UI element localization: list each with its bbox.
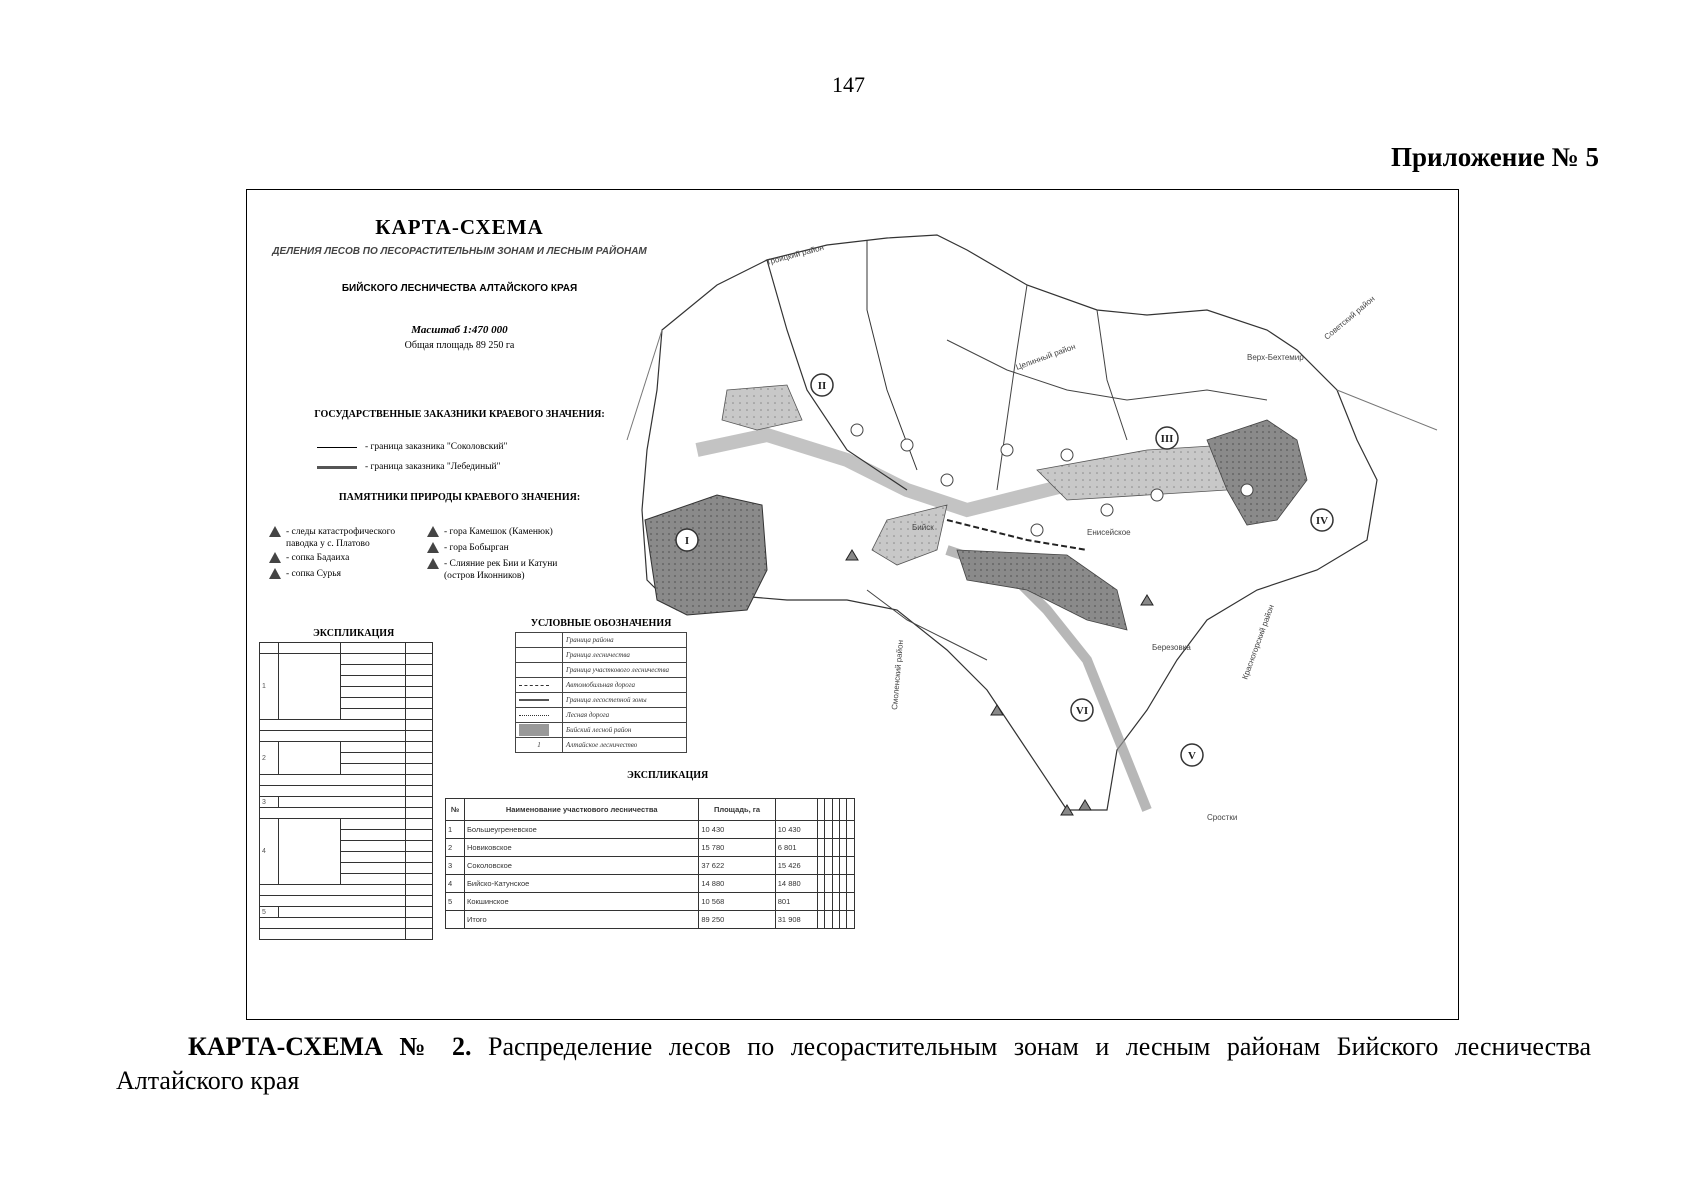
table-cell <box>847 857 855 875</box>
forest-patch <box>1207 420 1307 525</box>
monument-item: - сопка Бадаиха <box>269 552 349 564</box>
monument-item: - гора Камешок (Каменюк) <box>427 526 553 538</box>
table-cell <box>825 875 832 893</box>
reserve-line-symbol <box>317 466 357 469</box>
table-row <box>446 893 855 911</box>
place-label: Бийск <box>912 523 934 532</box>
table-cell: 4 <box>446 875 465 893</box>
appendix-label: Приложение № 5 <box>1391 142 1599 172</box>
place-label: Красногорский район <box>1240 603 1276 681</box>
page-number: 147 <box>832 72 865 97</box>
table-cell <box>832 893 839 911</box>
table-cell <box>446 911 465 929</box>
legend-item: Граница района <box>563 633 687 648</box>
table-cell: 10 568 <box>699 893 775 911</box>
table-cell <box>839 893 846 911</box>
legend-reserve-sokolovsky: - граница заказника "Соколовский" <box>317 442 507 452</box>
table-cell <box>817 857 824 875</box>
table-cell: 2 <box>446 839 465 857</box>
forest-patch <box>722 385 802 430</box>
table-cell <box>839 875 846 893</box>
table-row <box>446 875 855 893</box>
triangle-icon <box>427 558 439 569</box>
table-header: Площадь, га <box>699 799 775 821</box>
monument-item: - сопка Сурья <box>269 568 341 580</box>
table-cell <box>832 875 839 893</box>
table-cell <box>825 857 832 875</box>
table-cell <box>839 857 846 875</box>
zone-i-area <box>645 495 767 615</box>
table-cell: Бийско-Катунское <box>465 875 699 893</box>
caption-text: Распределение лесов по лесорастительным зонам и лесным районам Бийского лесничества Алтайского края <box>116 1032 1591 1095</box>
table-row <box>446 821 855 839</box>
table-cell: 14 880 <box>699 875 775 893</box>
table-cell: 6 801 <box>775 839 817 857</box>
place-label: Верх-Бехтемир <box>1247 353 1304 362</box>
monument-item: - Слияние рек Бии и Катуни (остров Иконников) <box>427 558 577 582</box>
table-row <box>446 857 855 875</box>
legend-item: Граница лесостепной зоны <box>563 693 687 708</box>
table-cell <box>847 839 855 857</box>
table-cell <box>832 911 839 929</box>
table-header: Наименование участкового лесничества <box>465 799 699 821</box>
table-cell <box>817 875 824 893</box>
table-cell <box>839 911 846 929</box>
legend-item: Лесная дорога <box>563 708 687 723</box>
table-cell <box>825 821 832 839</box>
table-cell: 3 <box>446 857 465 875</box>
table-cell <box>817 911 824 929</box>
map-subtitle: ДЕЛЕНИЯ ЛЕСОВ ПО ЛЕСОРАСТИТЕЛЬНЫМ ЗОНАМ И ЛЕСНЫМ РАЙОНАМ <box>272 246 647 257</box>
table-cell: 15 780 <box>699 839 775 857</box>
table-row <box>446 911 855 929</box>
table-cell: 5 <box>446 893 465 911</box>
place-label: Енисейское <box>1087 528 1131 537</box>
place-label: Березовка <box>1152 643 1191 652</box>
map-frame <box>246 189 1459 1020</box>
explication2-table: № Наименование участкового лесничества Площадь, га 1 Большеугреневское 10 430 10 430 2 Новиковское 15 780 6 801 3 Соколовское 37 622 15 426 4 Бийско-Катунское 14 880 14 880 5 Кокшинское 10 568 801 Итого 89 250 31 908 <box>445 798 855 929</box>
legend-reserve-lebediny: - граница заказника "Лебединый" <box>317 462 501 472</box>
triangle-icon <box>427 542 439 553</box>
explication2-title: ЭКСПЛИКАЦИЯ <box>627 770 709 781</box>
table-cell <box>817 893 824 911</box>
map-scale: Масштаб 1:470 000 <box>411 324 508 336</box>
legend-item: Граница участкового лесничества <box>563 663 687 678</box>
zone-label-iii: III <box>1160 433 1174 445</box>
zone-label-vi: VI <box>1075 705 1089 717</box>
table-cell: 89 250 <box>699 911 775 929</box>
table-cell <box>832 839 839 857</box>
map-title: КАРТА-СХЕМА <box>375 215 544 239</box>
table-cell: Кокшинское <box>465 893 699 911</box>
map-forestry-name: БИЙСКОГО ЛЕСНИЧЕСТВА АЛТАЙСКОГО КРАЯ <box>341 283 578 294</box>
table-cell <box>825 911 832 929</box>
triangle-icon <box>427 526 439 537</box>
reserves-heading: ГОСУДАРСТВЕННЫЕ ЗАКАЗНИКИ КРАЕВОГО ЗНАЧЕНИЯ: <box>314 409 605 420</box>
table-cell: Итого <box>465 911 699 929</box>
place-label: Троицкий район <box>765 242 825 267</box>
triangle-icon <box>269 568 281 579</box>
table-cell <box>839 821 846 839</box>
place-label: Сростки <box>1207 813 1238 822</box>
table-cell <box>832 857 839 875</box>
monument-item: - следы катастрофического паводка у с. Платово <box>269 526 409 550</box>
place-label: Целинный район <box>1014 341 1077 372</box>
explication-table: 1 2 3 4 5 <box>259 642 433 940</box>
table-cell <box>825 839 832 857</box>
monument-item: - гора Бобырган <box>427 542 509 554</box>
table-cell <box>847 821 855 839</box>
map-legend: УСЛОВНЫЕ ОБОЗНАЧЕНИЯ Граница района Граница лесничества Граница участкового лесничества Автомобильная дорога Граница лесостепной зоны Лесная дорога Бийский лесной район 1 Алтайское лесничество <box>515 618 687 753</box>
forest-patch <box>872 505 947 565</box>
table-cell <box>817 839 824 857</box>
table-cell <box>847 893 855 911</box>
triangle-icon <box>269 552 281 563</box>
table-cell: 10 430 <box>775 821 817 839</box>
table-row <box>446 839 855 857</box>
explication-title: ЭКСПЛИКАЦИЯ <box>313 628 395 639</box>
legend-item: Автомобильная дорога <box>563 678 687 693</box>
table-cell <box>817 821 824 839</box>
triangle-icon <box>269 526 281 537</box>
reserve-line-symbol <box>317 447 357 448</box>
table-cell <box>839 839 846 857</box>
table-cell: 1 <box>446 821 465 839</box>
table-cell: Новиковское <box>465 839 699 857</box>
table-cell: 801 <box>775 893 817 911</box>
legend-title: УСЛОВНЫЕ ОБОЗНАЧЕНИЯ <box>530 618 672 629</box>
legend-item: Граница лесничества <box>563 648 687 663</box>
zone-label-iv: IV <box>1315 515 1329 527</box>
map-total-area: Общая площадь 89 250 га <box>404 340 515 351</box>
zone-label-ii: II <box>817 380 827 392</box>
zone-label-v: V <box>1188 750 1196 762</box>
table-cell <box>832 821 839 839</box>
table-cell <box>847 875 855 893</box>
table-cell: Большеугреневское <box>465 821 699 839</box>
forest-patch <box>957 550 1127 630</box>
caption-bold: КАРТА-СХЕМА № 2. <box>188 1032 472 1061</box>
legend-item: Бийский лесной район <box>563 723 687 738</box>
table-cell: Соколовское <box>465 857 699 875</box>
place-label: Советский район <box>1322 294 1377 342</box>
place-label: Смоленский район <box>890 639 906 711</box>
table-cell: 37 622 <box>699 857 775 875</box>
figure-caption <box>116 1030 1591 1098</box>
table-cell: 10 430 <box>699 821 775 839</box>
table-cell <box>825 893 832 911</box>
zone-label-i: I <box>684 535 690 547</box>
table-cell <box>847 911 855 929</box>
monuments-heading: ПАМЯТНИКИ ПРИРОДЫ КРАЕВОГО ЗНАЧЕНИЯ: <box>338 492 581 503</box>
table-cell: 31 908 <box>775 911 817 929</box>
table-cell: 15 426 <box>775 857 817 875</box>
table-cell: 14 880 <box>775 875 817 893</box>
legend-item: Алтайское лесничество <box>563 738 687 753</box>
